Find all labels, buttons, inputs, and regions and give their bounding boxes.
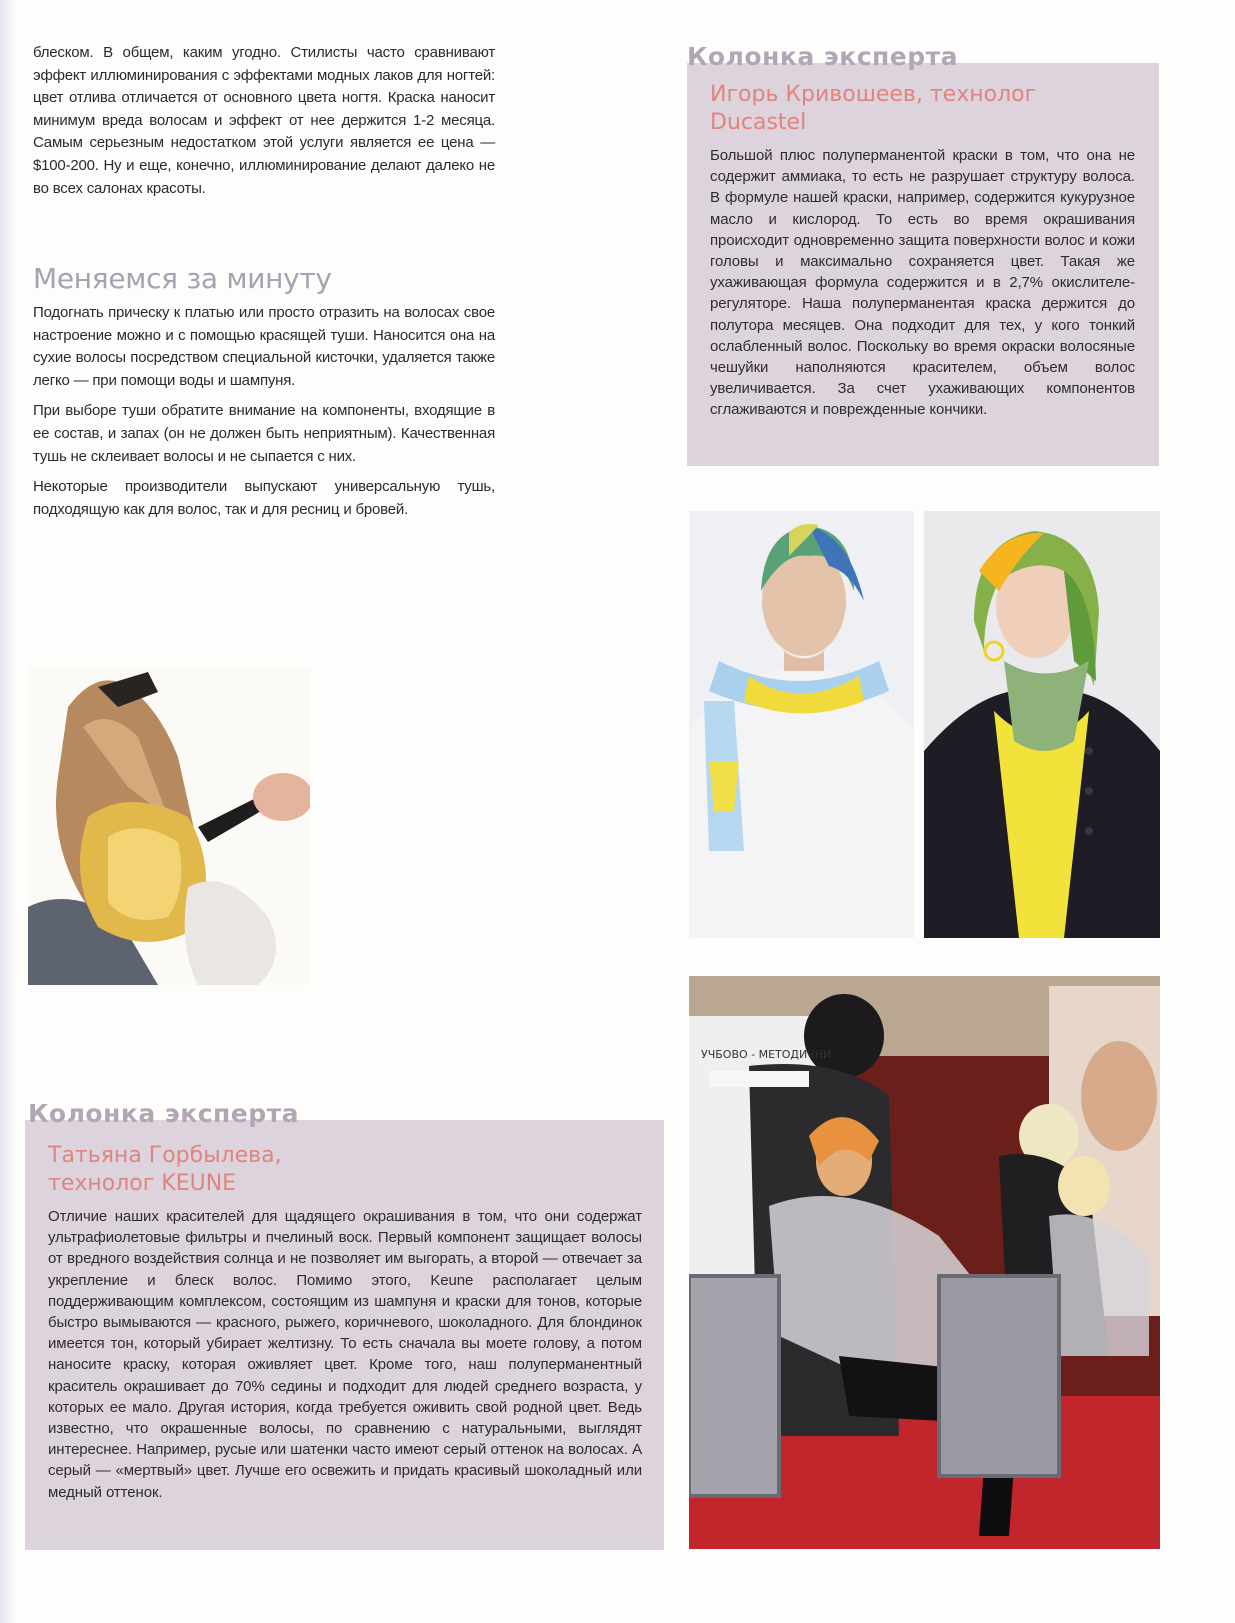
expert-name [48,1142,642,1198]
expert-name [710,81,1135,137]
expert-name-line1: Татьяна Горбылева, [48,1143,282,1168]
page-edge-shadow [0,0,16,1623]
intro-text-block [33,42,495,208]
section-heading: Меняемся за минуту [33,262,332,295]
foil-coloring-photo [28,667,310,985]
expert-column-top [687,63,1159,466]
model-man-photo [689,511,914,938]
expert-column-label: Колонка эксперта [687,42,959,71]
salon-demo-photo [689,976,1160,1549]
salon-banner-text: УЧБОВО - МЕТОДИЧНИ [701,1048,832,1061]
expert-name-line2: технолог KEUNE [48,1171,237,1196]
section-paragraph: При выборе туши обратите внимание на компоненты, входящие в ее состав, и запах (он не должен быть неприятным). Качественная тушь не склеивает волосы и не сыпается с них. [33,402,495,465]
expert-column-bottom [25,1120,664,1550]
expert-name-line2: Ducastel [710,110,807,135]
expert-name-line1: Игорь Кривошеев, технолог [710,82,1037,107]
section-text-block [33,302,495,529]
section-paragraph: Подогнать прическу к платью или просто отразить на волосах свое настроение можно и с помощью красящей туши. Наносится она на сухие волосы посредством специальной кисточки, удаляется также легко — при помощи воды и шампуня. [33,304,495,389]
intro-paragraph: блеском. В общем, каким угодно. Стилисты часто сравнивают эффект иллюминирования с эффектами модных лаков для ногтей: цвет отлива отличается от основного цвета ногтя. Краска наносит минимум вреда волосам и эффект от нее держится 1-2 месяца. Самым серьезным недостатком этой услуги является ее цена — $100-200. Ну и еще, конечно, иллюминирование делают далеко не во всех салонах красоты. [33,44,495,197]
expert-quote: Отличие наших красителей для щадящего окрашивания в том, что они содержат ультрафиолетовые фильтры и пчелиный воск. Первый компонент защищает волосы от вредного воздействия солнца и не позволяет им выгорать, а второй — отвечает за укрепление и блеск волос. Помимо этого, Keune располагает целым поддерживающим комплексом, состоящим из шампуня и краски для тонов, которые быстро вымываются — красного, рыжего, коричневого, шоколадного. Для блондинок имеется тон, который убирает желтизну. То есть сначала вы моете голову, а потом наносите краску, которая оживляет цвет. Кроме того, наш полуперманентный краситель окрашивает до 70% седины и подходит для людей среднего возраста, у которых ее мало. Другая история, когда требуется оживить свой родной цвет. Ведь известно, что окрашенные волосы, по сравнению с натуральными, выглядят интереснее. Например, русые или шатенки часто имеют серый оттенок на волосах. А серый — «мертвый» цвет. Лучше его освежить и придать красивый шоколадный или медный оттенок. [48,1208,642,1501]
expert-column-label: Колонка эксперта [28,1099,300,1128]
expert-quote: Большой плюс полуперманентой краски в том, что она не содержит аммиака, то есть не разрушает структуру волоса. В формуле нашей краски, например, содержится кукурузное масло и кислород. То есть во время окрашивания происходит одновременно защита поверхности волос и кожи головы и максимально сохраняется цвет. Такая же ухаживающая формула содержится и в 2,7% окислителе-регуляторе. Наша полуперманентая краска держится до полутора месяцев. Она подходит для тех, у кого тонкий ослабленный волос. Поскольку во время окраски волосяные чешуйки наполняются красителем, объем волос увеличивается. За счет ухаживающих компонентов сглаживаются и поврежденные кончики. [710,147,1135,419]
model-woman-photo [924,511,1160,938]
section-paragraph: Некоторые производители выпускают универсальную тушь, подходящую как для волос, так и для ресниц и бровей. [33,478,495,518]
